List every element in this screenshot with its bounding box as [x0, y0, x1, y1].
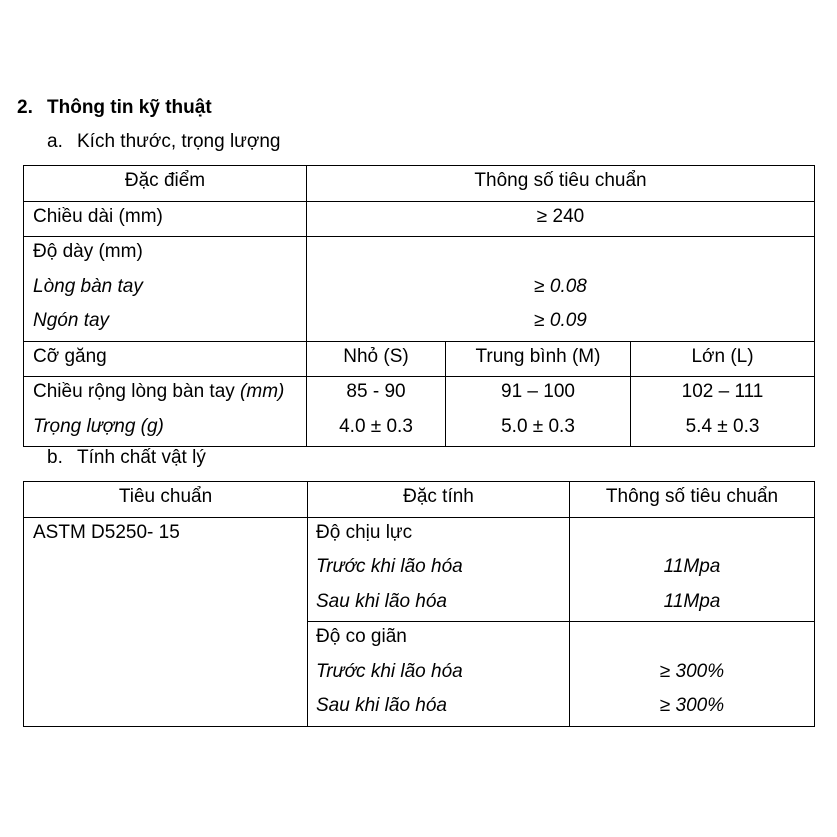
subsection-a-title: Kích thước, trọng lượng: [77, 131, 281, 152]
table-row: [24, 166, 815, 202]
palm-thickness-label: Lòng bàn tay: [33, 275, 143, 297]
header-cell: [307, 166, 815, 202]
length-label: Chiều dài (mm): [33, 205, 163, 227]
size-large: Lớn (L): [691, 345, 754, 367]
table-cell: [24, 377, 307, 447]
dimensions-weight-table: [23, 165, 815, 447]
size-label: Cỡ găng: [33, 345, 107, 367]
elongation-label: Độ co giãn: [316, 626, 407, 647]
thickness-label: Độ dày (mm): [33, 241, 143, 262]
tensile-after-label: Sau khi lão hóa: [316, 590, 447, 612]
tensile-label: Độ chịu lực: [316, 521, 413, 543]
elongation-before-label: Trước khi lão hóa: [316, 660, 463, 682]
length-value: ≥ 240: [536, 205, 585, 227]
palm-thickness-value: ≥ 0.08: [534, 275, 587, 297]
section-heading: [17, 96, 212, 120]
header-cell: [24, 482, 308, 518]
header-cell: [570, 482, 815, 518]
table-row: [24, 341, 815, 377]
header-feature: Đặc điểm: [124, 170, 206, 191]
table-row: [24, 201, 815, 237]
table-cell: [24, 237, 307, 342]
header-cell: [24, 166, 307, 202]
table-cell: [570, 517, 815, 622]
table-cell: [24, 341, 307, 377]
section-title: Thông tin kỹ thuật: [47, 97, 212, 118]
table-cell: [308, 622, 570, 727]
header-spec: Thông số tiêu chuẩn: [605, 486, 779, 507]
tensile-after-value: 11Mpa: [663, 590, 721, 612]
tensile-before-value: 11Mpa: [663, 556, 721, 577]
finger-thickness-value: ≥ 0.09: [534, 310, 587, 331]
elongation-before-value: ≥ 300%: [659, 660, 725, 682]
header-cell: [308, 482, 570, 518]
table-row: [24, 517, 815, 622]
physical-properties-table: [23, 481, 815, 727]
table-cell: [307, 377, 446, 447]
palm-width-label-unit: (mm): [240, 381, 285, 402]
palm-width-small: 85 - 90: [346, 381, 406, 402]
table-cell: [570, 622, 815, 727]
table-row: [24, 482, 815, 518]
header-spec: Thông số tiêu chuẩn: [474, 170, 647, 191]
table-cell: [307, 201, 815, 237]
subsection-a-letter: a.: [47, 131, 63, 152]
palm-width-label: [33, 377, 306, 412]
table-cell: [24, 201, 307, 237]
table-cell: [24, 517, 308, 726]
size-small: Nhỏ (S): [343, 345, 409, 367]
weight-label: Trọng lượng (g): [33, 415, 164, 437]
palm-width-medium: 91 – 100: [501, 381, 575, 402]
header-property: Đặc tính: [403, 486, 474, 507]
table-cell: [631, 377, 815, 447]
table-row: [24, 237, 815, 342]
subsection-b-title: Tính chất vật lý: [77, 447, 206, 468]
section-number: 2.: [17, 97, 33, 118]
subsection-b-letter: b.: [47, 447, 63, 468]
palm-width-label-main: Chiều rộng lòng bàn tay: [33, 381, 241, 402]
table-cell: [631, 341, 815, 377]
finger-thickness-label: Ngón tay: [33, 310, 110, 331]
weight-medium: 5.0 ± 0.3: [501, 415, 575, 437]
table-cell: [307, 341, 446, 377]
palm-width-large: 102 – 111: [681, 381, 764, 402]
standard-value: ASTM D5250- 15: [33, 521, 180, 543]
weight-large: 5.4 ± 0.3: [685, 415, 760, 437]
weight-small: 4.0 ± 0.3: [339, 415, 413, 437]
table-cell: [308, 517, 570, 622]
tensile-before-label: Trước khi lão hóa: [316, 556, 463, 577]
table-row: [24, 377, 815, 447]
elongation-after-value: ≥ 300%: [659, 695, 725, 716]
table-cell: [446, 341, 631, 377]
subsection-a-heading: [47, 130, 281, 154]
size-medium: Trung bình (M): [475, 345, 601, 367]
subsection-b-heading: [47, 446, 206, 470]
header-standard: Tiêu chuẩn: [118, 486, 213, 507]
elongation-after-label: Sau khi lão hóa: [316, 695, 447, 716]
table-cell: [446, 377, 631, 447]
table-cell: [307, 237, 815, 342]
